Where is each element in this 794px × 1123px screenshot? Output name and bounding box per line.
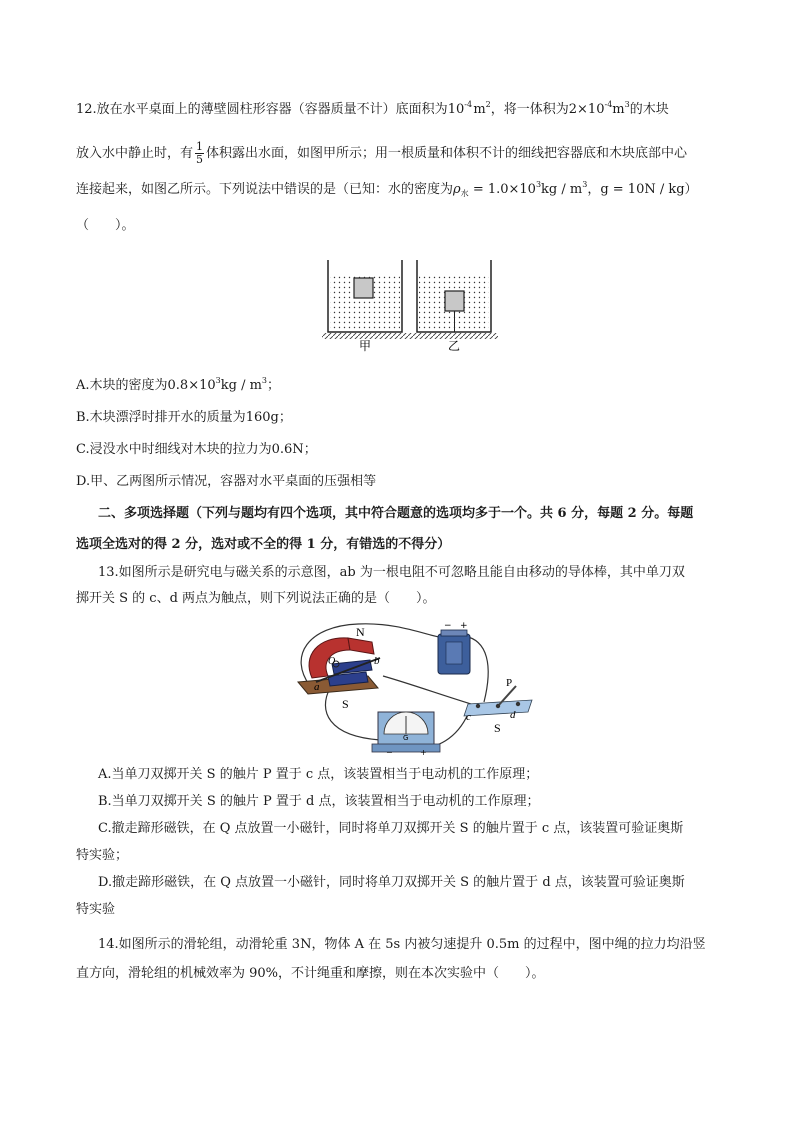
wood-block-jia — [354, 278, 373, 298]
q12-line1: 12.放在水平桌面上的薄壁圆柱形容器（容器质量不计）底面积为$10^{-4}$ $m^2$，将一体积为$2\times 10^{-4}m^3$的木块 — [76, 100, 669, 117]
label-n: N — [356, 625, 365, 639]
label-o: O — [328, 656, 336, 667]
q13-line2: 掷开关 S 的 c、d 两点为触点，则下列说法正确的是（ ）。 — [76, 591, 436, 606]
label-yi: 乙 — [447, 339, 461, 352]
label-s-magnet: S — [342, 697, 349, 711]
q14-line2: 直方向，滑轮组的机械效率为 90%，不计绳重和摩擦，则在本次实验中（ ）。 — [76, 966, 545, 981]
q13-option-d-line2: 特实验 — [76, 902, 116, 917]
q12-option-c: C.浸没水中时细线对木块的拉力为0.6N； — [76, 442, 317, 457]
battery-plus: + — [460, 621, 468, 631]
electromagnetism-figure — [288, 616, 538, 756]
q14-line1: 14.如图所示的滑轮组，动滑轮重 3N，物体 A 在 5s 内被匀速提升 0.5m 的过程中，图中绳的拉力均沿竖 — [98, 937, 706, 952]
containers-figure — [318, 256, 498, 352]
galv-plus: + — [420, 748, 427, 756]
section2-heading-line2: 选项全选对的得 2 分，选对或不全的得 1 分，有错选的不得分） — [76, 537, 451, 552]
section2-heading-line1: 二、多项选择题（下列与题均有四个选项，其中符合题意的选项均多于一个。共 6 分，每题 2 分。每题 — [98, 506, 694, 521]
q12-line2: 放入水中静止时，有 $\frac{1}{5}$ 体积露出水面，如图甲所示；用一根质量和体积不计的细线把容器底和木块底部中心 — [76, 140, 688, 166]
q13-line1: 13.如图所示是研究电与磁关系的示意图，ab 为一根电阻不可忽略且能自由移动的导体棒，其中单刀双 — [98, 565, 685, 580]
q12-option-b: B.木块漂浮时排开水的质量为160g； — [76, 410, 292, 425]
q13-option-a: A.当单刀双掷开关 S 的触片 P 置于 c 点，该装置相当于电动机的工作原理； — [98, 767, 539, 782]
label-s-switch: S — [494, 721, 501, 735]
container-yi — [417, 260, 491, 332]
q13-option-c-line1: C.撤走蹄形磁铁，在 Q 点放置一小磁针，同时将单刀双掷开关 S 的触片置于 c 点，该装置可验证奥斯 — [98, 821, 684, 836]
label-p: P — [506, 677, 513, 689]
battery — [438, 621, 470, 674]
container-jia — [328, 260, 402, 332]
galvanometer-g: G — [403, 734, 409, 742]
wire-bottom-left — [325, 688, 380, 740]
battery-minus: − — [444, 621, 452, 631]
wood-block-yi — [445, 291, 464, 311]
label-c: c — [466, 711, 471, 723]
q12-option-a: A.木块的密度为$0.8\times 10^3kg / m^3$； — [76, 376, 281, 393]
q12-option-d: D.甲、乙两图所示情况，容器对水平桌面的压强相等 — [76, 474, 377, 489]
q13-option-d-line1: D.撤走蹄形磁铁，在 Q 点放置一小磁针，同时将单刀双掷开关 S 的触片置于 d 点，该装置可验证奥斯 — [98, 875, 685, 890]
q12-line4: （ ）。 — [76, 218, 135, 233]
fraction-one-fifth: $\frac{1}{5}$ — [196, 140, 204, 166]
label-a: a — [314, 681, 320, 693]
galvanometer — [372, 712, 440, 756]
spdt-switch — [464, 677, 532, 735]
q13-option-c-line2: 特实验； — [76, 848, 129, 863]
label-jia: 甲 — [358, 339, 372, 352]
label-d: d — [510, 709, 516, 721]
q12-line3: 连接起来，如图乙所示。下列说法中错误的是（已知：水的密度为$\rho_水 = 1.0\times 10^3kg / m^3$，g = 10N / kg） — [76, 180, 698, 198]
label-b: b — [374, 655, 380, 667]
galv-minus: − — [386, 748, 393, 756]
q13-option-b: B.当单刀双掷开关 S 的触片 P 置于 d 点，该装置相当于电动机的工作原理； — [98, 794, 540, 809]
